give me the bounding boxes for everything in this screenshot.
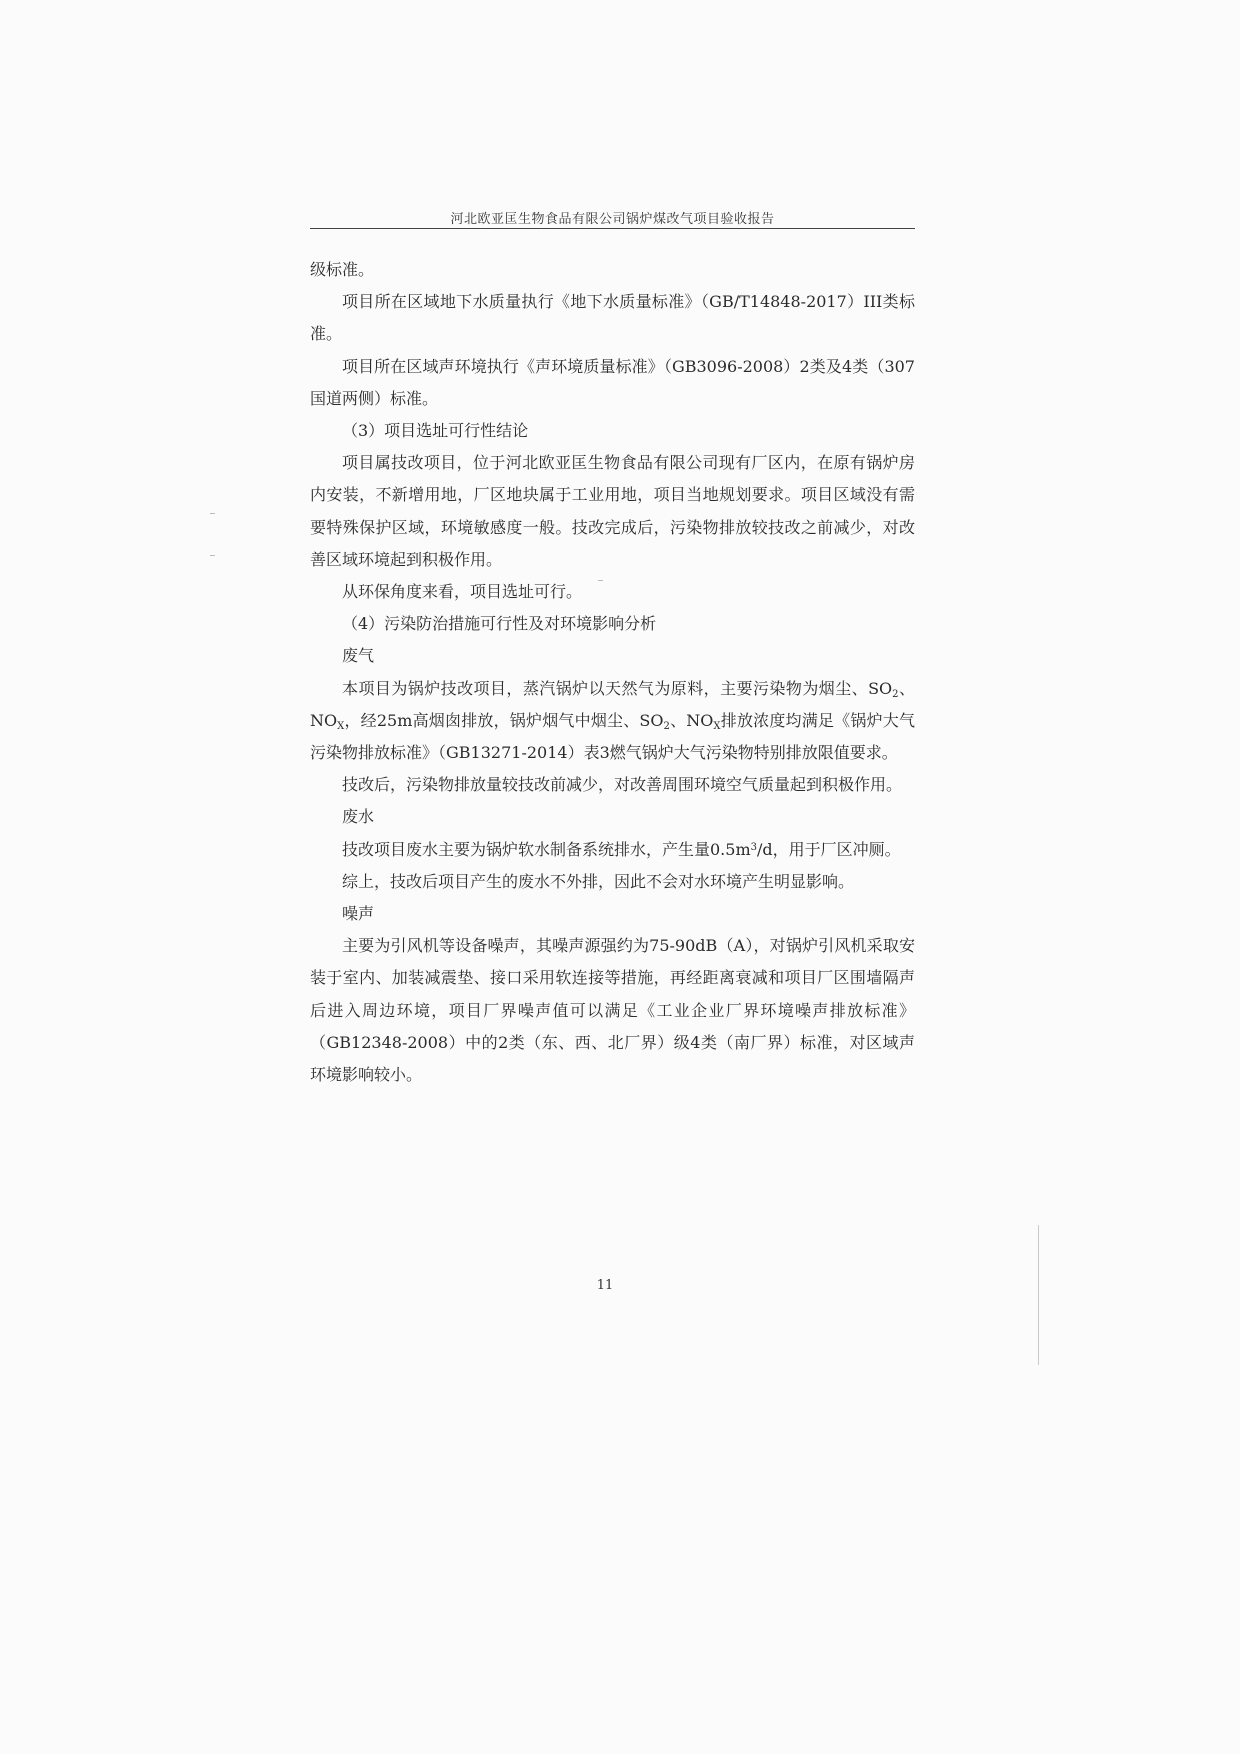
paragraph-site-conclusion: 从环保角度来看，项目选址可行。 — [342, 582, 583, 602]
subheading-noise: 噪声 — [342, 904, 375, 924]
section-heading-site-selection: （3）项目选址可行性结论 — [342, 421, 529, 441]
text-run: 本项目为锅炉技改项目，蒸汽锅炉以天然气为原料，主要污染物为烟尘、SO — [342, 678, 893, 698]
subheading-waste-gas: 废气 — [342, 646, 375, 666]
text-run: 、NO — [310, 678, 915, 730]
text-run: 排放浓度均满足《锅炉大气污染物排放标准》（GB13271-2014）表3燃气锅炉大气污染物特别排放限值要求。 — [310, 710, 915, 763]
subscript: 2 — [892, 688, 899, 700]
paragraph-site-selection: 项目属技改项目，位于河北欧亚匡生物食品有限公司现有厂区内，在原有锅炉房内安装，不新增用地，厂区地块属于工业用地，项目当地规划要求。项目区域没有需要特殊保护区域，环境敏感度一般。技改完成后，污染物排放较技改之前减少，对改善区域环境起到积极作用。 — [310, 453, 915, 569]
paragraph-standard-tail: 级标准。 — [310, 260, 375, 279]
text-run: 、NO — [669, 710, 714, 730]
text-run: 技改项目废水主要为锅炉软水制备系统排水，产生量0.5m — [342, 839, 751, 859]
subscript: X — [337, 720, 345, 732]
paragraph-waste-gas — [310, 673, 915, 770]
scan-speck — [210, 555, 215, 556]
superscript: 3 — [750, 841, 757, 853]
text-run: ，经25m高烟囱排放，锅炉烟气中烟尘、SO — [344, 710, 664, 730]
paragraph-groundwater-standard: 项目所在区域地下水质量执行《地下水质量标准》（GB/T14848-2017）III类标准。 — [310, 292, 915, 344]
report-body — [310, 254, 915, 1091]
subscript: X — [713, 720, 721, 732]
scan-speck — [598, 580, 603, 581]
subheading-waste-water: 废水 — [342, 807, 375, 827]
paragraph-water-conclusion: 综上，技改后项目产生的废水不外排，因此不会对水环境产生明显影响。 — [342, 871, 855, 891]
running-header: 河北欧亚匡生物食品有限公司锅炉煤改气项目验收报告 — [450, 212, 775, 227]
paragraph-noise: 主要为引风机等设备噪声，其噪声源强约为75-90dB（A），对锅炉引风机采取安装于室内、加装减震垫、接口采用软连接等措施，再经距离衰减和项目厂区围墙隔声后进入周边环境，项目厂界噪声值可以满足《工业企业厂界环境噪声排放标准》（GB12348-2008）中的2类（东、西、北厂界）级4类（南厂界）标准，对区域声环境影响较小。 — [310, 936, 915, 1085]
scan-margin-line — [1038, 1225, 1039, 1365]
page-number: 11 — [596, 1278, 614, 1293]
scan-speck — [210, 513, 215, 514]
paragraph-air-improvement: 技改后，污染物排放量较技改前减少，对改善周围环境空气质量起到积极作用。 — [342, 775, 903, 795]
paragraph-noise-standard: 项目所在区域声环境执行《声环境质量标准》（GB3096-2008）2类及4类（307国道两侧）标准。 — [310, 356, 915, 408]
section-heading-pollution-control: （4）污染防治措施可行性及对环境影响分析 — [342, 614, 657, 634]
header-rule — [310, 228, 915, 229]
subscript: 2 — [663, 720, 670, 732]
paragraph-waste-water — [310, 834, 915, 866]
text-run: /d，用于厂区冲厕。 — [757, 839, 901, 859]
